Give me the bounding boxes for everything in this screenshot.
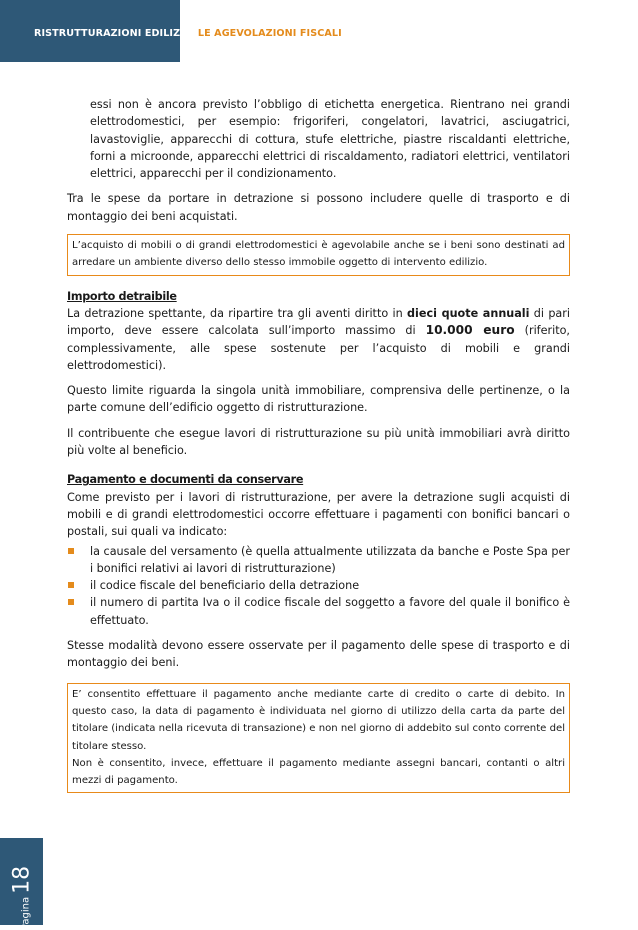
header-title-right: LE AGEVOLAZIONI FISCALI bbox=[197, 28, 342, 39]
square-bullet-icon bbox=[68, 582, 74, 588]
square-bullet-icon bbox=[68, 599, 74, 605]
furniture-note-text: L’acquisto di mobili o di grandi elettrodomestici è agevolabile anche se i beni sono destinati ad arredare un ambiente diverso dello stesso immobile oggetto di intervento edilizio. bbox=[72, 240, 565, 269]
bullet-text: la causale del versamento (è quella attualmente utilizzata da banche e Poste Spa per i bonifici relativi ai lavori di ristrutturazione) bbox=[90, 544, 570, 575]
square-bullet-icon bbox=[68, 548, 74, 554]
importo-highlight-quote: dieci quote annuali bbox=[407, 306, 530, 320]
contribuente-paragraph: Il contribuente che esegue lavori di ristrutturazione su più unità immobiliari avrà diritto più volte al beneficio. bbox=[67, 426, 570, 458]
list-item bbox=[67, 594, 570, 629]
payment-note-line-2: Non è consentito, invece, effettuare il pagamento mediante assegni bancari, contanti o altri mezzi di pagamento. bbox=[72, 757, 565, 787]
pagamento-outro: Stesse modalità devono essere osservate per il pagamento delle spese di trasporto e di montaggio dei beni. bbox=[67, 639, 570, 670]
header-title-left: RISTRUTTURAZIONI EDILIZIE: bbox=[34, 28, 195, 39]
furniture-note-box bbox=[67, 234, 570, 276]
payment-note-line-1: E’ consentito effettuare il pagamento anche mediante carte di credito o carte di debito. In questo caso, la data di pagamento è individuata nel giorno di utilizzo della carta da parte del titolare (indicata nella ricevuta di transazione) e non nel giorno di addebito sul conto corrente del titolare stesso. bbox=[72, 688, 566, 752]
running-header bbox=[34, 28, 342, 39]
importo-heading: Importo detraibile bbox=[67, 289, 177, 303]
importo-text-b: di pari importo, deve essere calcolata sull’importo massimo di bbox=[67, 306, 570, 338]
page-number-label bbox=[10, 866, 35, 930]
limite-paragraph: Questo limite riguarda la singola unità immobiliare, comprensiva delle pertinenze, o la parte comune dell’edificio oggetto di ristrutturazione. bbox=[67, 384, 570, 415]
transport-paragraph: Tra le spese da portare in detrazione si possono includere quelle di trasporto e di montaggio dei beni acquistati. bbox=[67, 192, 570, 223]
bullet-text: il codice fiscale del beneficiario della detrazione bbox=[90, 579, 360, 593]
list-item bbox=[67, 577, 570, 594]
importo-highlight-amount: 10.000 euro bbox=[425, 323, 515, 338]
bullet-text: il numero di partita Iva o il codice fiscale del soggetto a favore del quale il bonifico è effettuato. bbox=[90, 596, 570, 627]
importo-text-c: (riferito, complessivamente, alle spese sostenute per l’acquisto di mobili e grandi elettrodomestici). bbox=[67, 324, 570, 372]
pagamento-intro: Come previsto per i lavori di ristrutturazione, per avere la detrazione sugli acquisti di mobili e di grandi elettrodomestici occorre effettuare i pagamenti con bonifici bancari o postali, sui quali va indicato: bbox=[67, 490, 570, 539]
pagamento-heading: Pagamento e documenti da conservare bbox=[67, 473, 304, 487]
payment-note-box bbox=[67, 683, 570, 794]
importo-text-a: La detrazione spettante, da ripartire tra gli aventi diritto in bbox=[67, 306, 408, 320]
page-word: Pagina bbox=[20, 896, 32, 930]
continuation-paragraph: essi non è ancora previsto l’obbligo di etichetta energetica. Rientrano nei grandi elettrodomestici, per esempio: frigoriferi, congelatori, lavatrici, asciugatrici, lavastoviglie, apparecchi di cottura, stufe elettriche, piastre riscaldanti elettriche, forni a microonde, apparecchi elettrici di riscaldamento, radiatori elettrici, ventilatori elettrici, apparecchi per il condizionamento. bbox=[90, 98, 570, 181]
list-item bbox=[67, 543, 570, 578]
pagamento-bullet-list bbox=[67, 543, 570, 629]
importo-paragraph bbox=[67, 305, 570, 374]
page-content bbox=[67, 96, 570, 793]
page-number: 18 bbox=[9, 865, 35, 894]
